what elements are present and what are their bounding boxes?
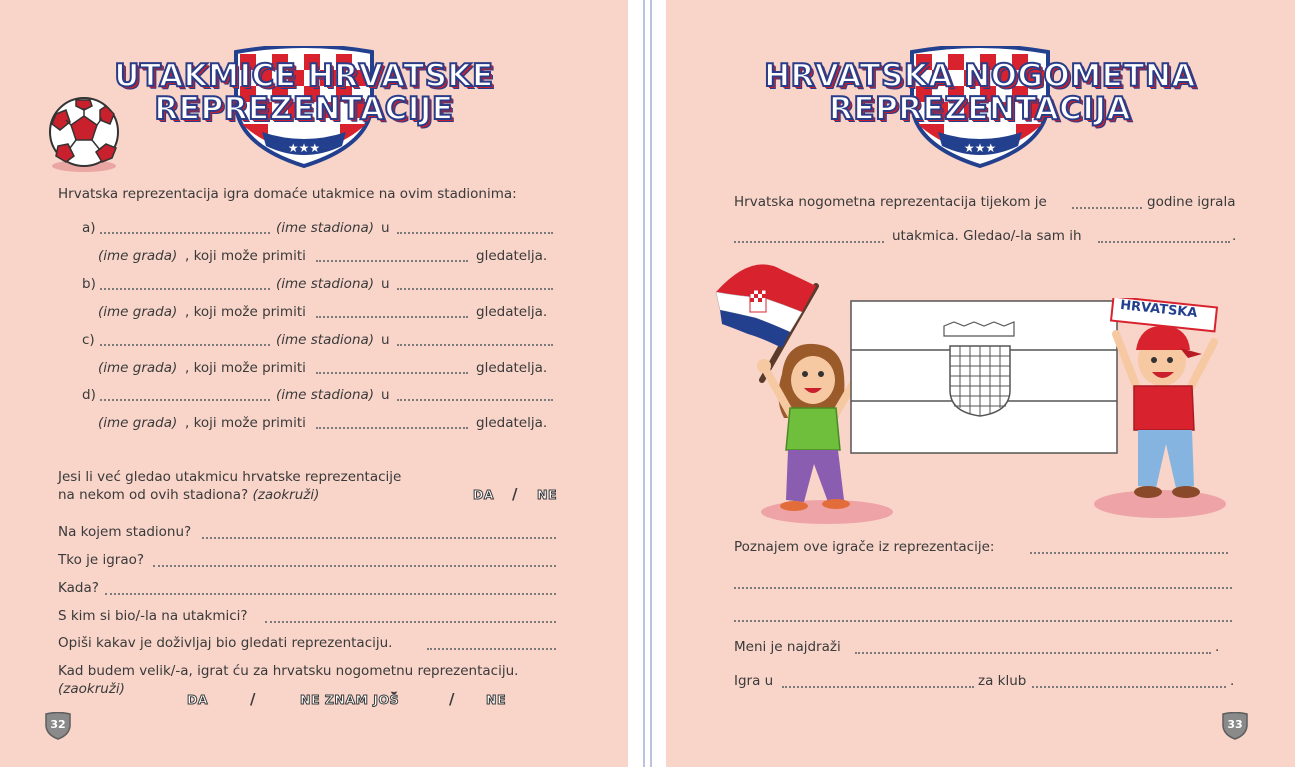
stadium-blank[interactable] [100,344,270,346]
period: . [1232,228,1237,244]
u-word: u [381,387,390,403]
played-text: godine igrala [1147,194,1236,210]
u-word: u [381,220,390,236]
answer-separator: / [512,485,518,503]
future-answer-yes[interactable]: DA [187,692,209,707]
stadium-hint: (ime stadiona) [276,276,375,292]
known-players-text: Poznajem ove igrače iz reprezentacije: [734,539,995,555]
page-title [24,60,584,126]
question-describe: Opiši kakav je doživljaj bio gledati reprezentaciju. [58,635,393,651]
favorite-player-blank[interactable] [855,652,1211,654]
intro-text: Hrvatska reprezentacija igra domaće utakmice na ovim stadionima: [58,186,517,202]
page-title [700,60,1260,126]
answer-no[interactable]: NE [537,487,558,502]
period: . [1215,639,1220,655]
question-stadium: Na kojem stadionu? [58,524,192,540]
stadium-blank[interactable] [100,232,270,234]
city-hint: (ime grada) [98,415,178,431]
future-answer-dont-know[interactable]: NE ZNAM JOŠ [300,692,400,707]
item-letter: b) [82,276,96,292]
period: . [1230,673,1235,689]
question-watched-2 [58,487,319,503]
players-blank-2[interactable] [734,587,1232,589]
svg-text:★★★: ★★★ [287,141,321,155]
capacity-text: , koji može primiti [185,304,306,320]
future-answer-no[interactable]: NE [486,692,507,707]
club-blank[interactable] [1032,686,1226,688]
item-letter: c) [82,332,95,348]
capacity-blank[interactable] [316,260,468,262]
question-future: Kad budem velik/-a, igrat ću za hrvatsku nogometnu reprezentaciju. [58,663,519,679]
gutter-line [650,0,652,767]
stadium-blank[interactable] [100,399,270,401]
plays-in-blank[interactable] [782,686,974,688]
coat-of-arms-icon [944,322,1014,416]
answer-with-whom-blank[interactable] [265,621,556,623]
capacity-text: , koji može primiti [185,360,306,376]
answer-yes[interactable]: DA [473,487,495,502]
item-letter: a) [82,220,96,236]
capacity-blank[interactable] [316,316,468,318]
circle-hint-2: (zaokruži) [58,681,125,697]
question-who: Tko je igrao? [58,552,145,568]
city-blank[interactable] [397,232,553,234]
page-number-badge [45,712,71,740]
left-page [0,0,628,767]
capacity-blank[interactable] [316,372,468,374]
answer-describe-blank[interactable] [427,648,556,650]
svg-text:★★★: ★★★ [963,141,997,155]
city-blank[interactable] [397,344,553,346]
question-watched-text: na nekom od ovih stadiona? [58,487,249,503]
city-blank[interactable] [397,399,553,401]
players-blank-1[interactable] [1030,552,1228,554]
question-with-whom: S kim si bio/-la na utakmici? [58,608,248,624]
plays-in-text: Igra u [734,673,774,689]
item-letter: d) [82,387,96,403]
matches-text: utakmica. Gledao/-la sam ih [892,228,1082,244]
players-blank-3[interactable] [734,620,1232,622]
stadium-hint: (ime stadiona) [276,332,375,348]
matches-count-blank[interactable] [734,241,884,243]
page-number: 32 [50,718,66,731]
spread-gutter [628,0,666,767]
croatia-flag-icon [716,264,816,348]
year-blank[interactable] [1072,207,1142,209]
right-page [666,0,1295,767]
team-year-text: Hrvatska nogometna reprezentacija tijekom je [734,194,1047,210]
u-word: u [381,332,390,348]
answer-separator: / [449,690,455,708]
title-line-1: UTAKMICE HRVATSKE [114,58,494,94]
city-hint: (ime grada) [98,304,178,320]
stadium-blank[interactable] [100,288,270,290]
u-word: u [381,276,390,292]
answer-stadium-blank[interactable] [202,537,556,539]
title-line-2: REPREZENTACIJE [154,91,454,127]
answer-separator: / [250,690,256,708]
title-block [24,46,584,168]
title-line-2: REPREZENTACIJA [829,91,1131,127]
title-block [700,46,1260,168]
stadium-hint: (ime stadiona) [276,220,375,236]
spectators-word: gledatelja. [476,304,548,320]
stadium-hint: (ime stadiona) [276,387,375,403]
boy-with-scarf-illustration [1090,298,1230,520]
spectators-word: gledatelja. [476,360,548,376]
city-hint: (ime grada) [98,248,178,264]
answer-when-blank[interactable] [105,593,556,595]
answer-who-blank[interactable] [153,565,556,567]
spectators-word: gledatelja. [476,415,548,431]
spectators-word: gledatelja. [476,248,548,264]
for-club-text: za klub [978,673,1027,689]
question-watched: Jesi li već gledao utakmicu hrvatske reprezentacije [58,469,402,485]
question-when: Kada? [58,580,99,596]
title-line-1: HRVATSKA NOGOMETNA [764,58,1196,94]
scarf-text: HRVATSKA [1119,297,1199,322]
city-hint: (ime grada) [98,360,178,376]
gutter-line [643,0,645,767]
flag-coloring-outline [850,300,1118,454]
page-number-badge [1222,712,1248,740]
circle-hint: (zaokruži) [252,487,320,503]
capacity-text: , koji može primiti [185,415,306,431]
favorite-player-text: Meni je najdraži [734,639,841,655]
page-number: 33 [1227,718,1243,731]
watched-count-blank[interactable] [1098,241,1230,243]
city-blank[interactable] [397,288,553,290]
capacity-text: , koji može primiti [185,248,306,264]
capacity-blank[interactable] [316,427,468,429]
